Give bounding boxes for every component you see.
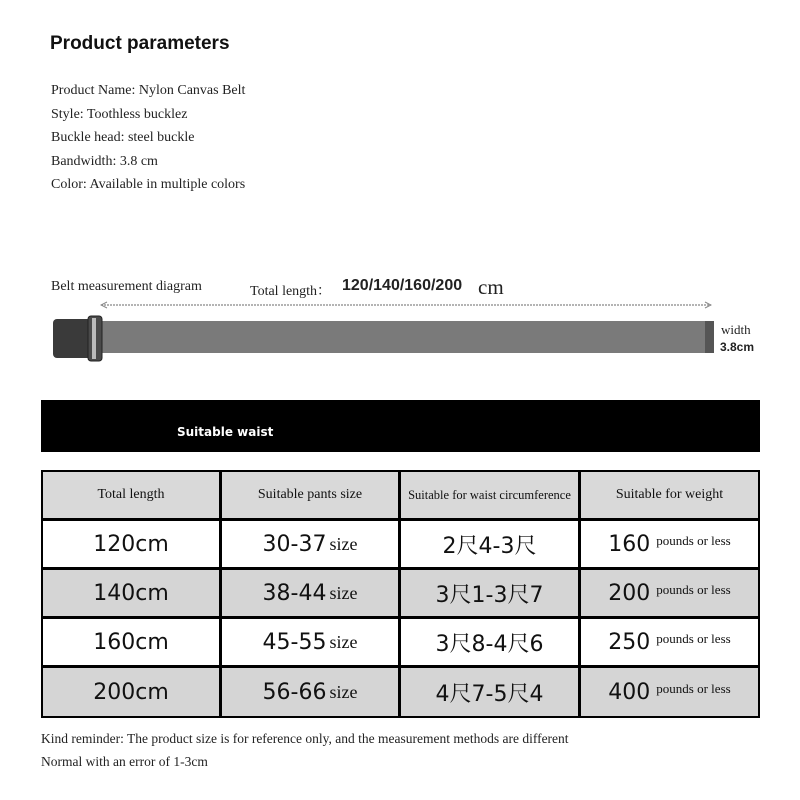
table-cell-pants (222, 570, 398, 616)
pants-unit: size (329, 533, 358, 554)
length-value: 200cm (93, 679, 169, 705)
header-waist (401, 472, 578, 518)
pants-unit: size (329, 631, 358, 652)
header-total-length (43, 472, 219, 518)
table-cell-length (43, 521, 219, 567)
waist-value: 2尺4-3尺 (442, 533, 537, 559)
param-buckle-head: Buckle head: steel buckle (51, 130, 195, 145)
belt-illustration (50, 314, 720, 364)
waist-value: 3尺1-3尺7 (435, 582, 544, 608)
size-table (41, 470, 760, 718)
table-cell-weight (581, 668, 758, 716)
length-dimension-arrow (100, 301, 712, 309)
belt-tip (705, 321, 714, 353)
table-cell-waist (401, 521, 578, 567)
param-product-name: Product Name: Nylon Canvas Belt (51, 83, 246, 98)
table-cell-length (43, 570, 219, 616)
pants-value: 56-66 (262, 679, 327, 705)
header-text: Suitable for weight (615, 487, 724, 502)
weight-unit: pounds or less (656, 681, 731, 696)
pants-value: 30-37 (262, 531, 327, 557)
pants-value: 38-44 (262, 580, 327, 606)
diagram-label: Belt measurement diagram (51, 279, 202, 294)
table-cell-waist (401, 668, 578, 716)
error-note: Normal with an error of 1-3cm (41, 754, 208, 769)
table-cell-waist (401, 570, 578, 616)
param-bandwidth: Bandwidth: 3.8 cm (51, 153, 158, 169)
header-weight (581, 472, 758, 518)
reminder-line: Kind reminder: The product size is for reference only, and the measurement methods are different (41, 731, 569, 746)
total-length-unit: cm (478, 275, 504, 299)
length-value: 160cm (93, 629, 169, 655)
width-label: width (721, 322, 751, 337)
header-pants-size (222, 472, 398, 518)
parameter-list (51, 79, 245, 197)
header-text: Suitable for waist circumference (408, 487, 571, 502)
table-cell-weight (581, 570, 758, 616)
table-cell-waist (401, 619, 578, 665)
weight-value: 200 (608, 580, 651, 606)
table-cell-pants (222, 668, 398, 716)
suitable-waist-title: Suitable waist (177, 425, 274, 439)
table-cell-pants (222, 619, 398, 665)
reminder-notes (41, 727, 569, 773)
header-text: Total length (97, 487, 165, 502)
table-cell-weight (581, 521, 758, 567)
param-color: Color: Available in multiple colors (51, 177, 246, 192)
table-cell-pants (222, 521, 398, 567)
length-value: 140cm (93, 580, 169, 606)
page-title: Product parameters (50, 33, 230, 54)
waist-value: 4尺7-5尺4 (435, 681, 544, 707)
header-text: Suitable pants size (257, 487, 363, 502)
weight-unit: pounds or less (656, 582, 731, 597)
weight-value: 160 (608, 531, 651, 557)
weight-unit: pounds or less (656, 533, 731, 548)
total-length-value: 120/140/160/200 (342, 277, 463, 294)
weight-unit: pounds or less (656, 631, 731, 646)
width-value: 3.8cm (720, 340, 755, 354)
total-length-label: Total length： (250, 284, 332, 299)
weight-value: 250 (608, 629, 651, 655)
table-cell-length (43, 668, 219, 716)
length-value: 120cm (93, 531, 169, 557)
waist-value: 3尺8-4尺6 (435, 631, 544, 657)
weight-value: 400 (608, 679, 651, 705)
table-cell-weight (581, 619, 758, 665)
param-style: Style: Toothless bucklez (51, 106, 188, 122)
table-cell-length (43, 619, 219, 665)
pants-unit: size (329, 582, 358, 603)
pants-unit: size (329, 681, 358, 702)
suitable-waist-banner (41, 400, 760, 452)
belt-strap (98, 321, 710, 353)
pants-value: 45-55 (262, 629, 327, 655)
